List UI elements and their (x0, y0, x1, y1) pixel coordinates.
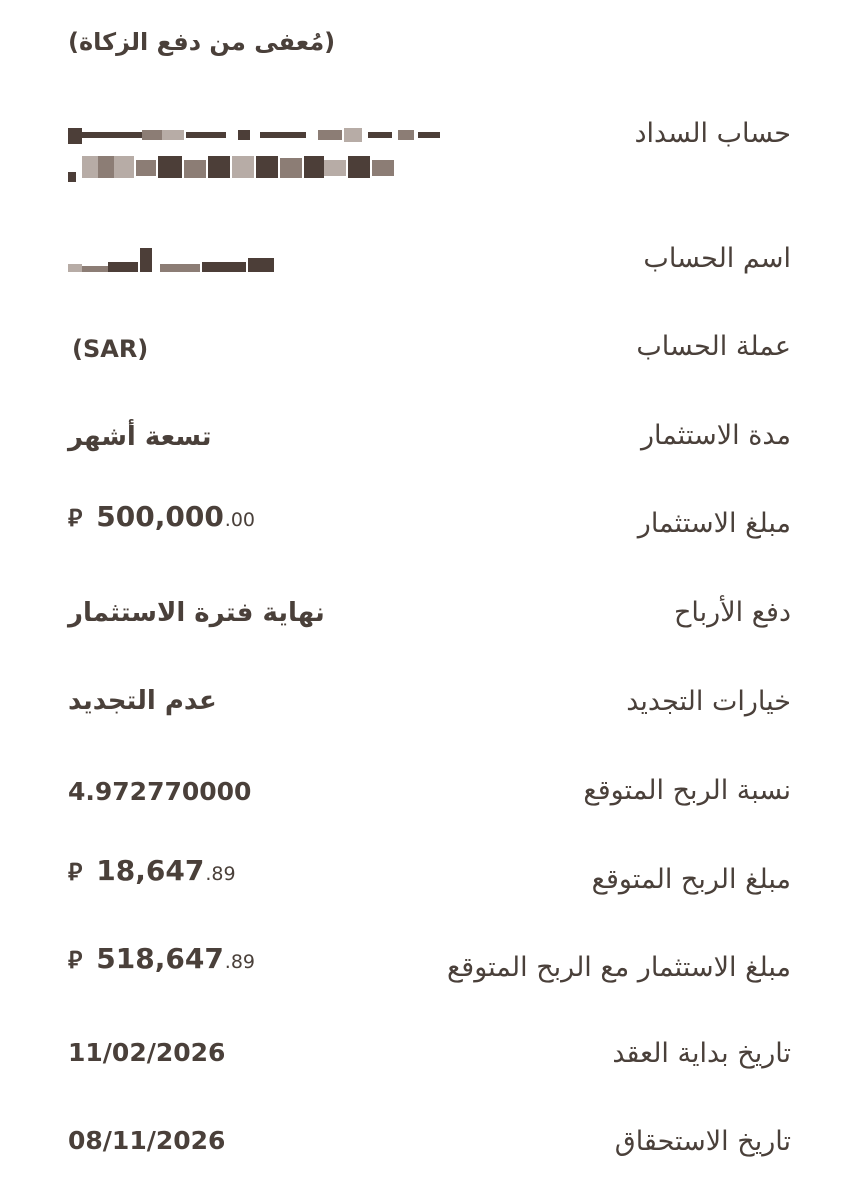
label-renewal-options: خيارات التجديد (626, 686, 791, 717)
label-maturity-date: تاريخ الاستحقاق (614, 1126, 791, 1157)
label-account-currency: عملة الحساب (636, 331, 791, 362)
label-expected-profit-amount: مبلغ الربح المتوقع (591, 864, 791, 895)
riyal-icon: ⃁ (68, 504, 83, 532)
value-contract-start-date: 11/02/2026 (68, 1038, 226, 1067)
label-total-with-profit: مبلغ الاستثمار مع الربح المتوقع (446, 952, 791, 983)
label-account-name: اسم الحساب (643, 243, 791, 274)
value-account-currency: (SAR) (72, 335, 149, 363)
label-contract-start-date: تاريخ بداية العقد (612, 1038, 791, 1069)
expected-profit-integer: 18,647 (96, 854, 205, 887)
value-expected-profit-amount (68, 854, 236, 887)
riyal-icon: ⃁ (68, 946, 83, 974)
account-name-redacted (68, 244, 278, 276)
value-total-with-profit (68, 942, 255, 975)
value-investment-duration: تسعة أشهر (68, 422, 212, 452)
payment-account-redacted (68, 124, 443, 190)
label-payment-account: حساب السداد (634, 118, 791, 149)
value-expected-profit-rate: 4.972770000 (68, 777, 252, 806)
label-expected-profit-rate: نسبة الربح المتوقع (583, 775, 791, 806)
riyal-icon: ⃁ (68, 858, 83, 886)
label-profit-payout: دفع الأرباح (674, 597, 791, 628)
value-maturity-date: 08/11/2026 (68, 1126, 226, 1155)
total-with-profit-integer: 518,647 (96, 942, 224, 975)
total-with-profit-decimal: .89 (224, 951, 256, 973)
zakat-exempt-note: (مُعفى من دفع الزكاة) (68, 28, 336, 56)
label-investment-duration: مدة الاستثمار (640, 420, 791, 451)
investment-amount-decimal: .00 (224, 509, 256, 531)
label-investment-amount: مبلغ الاستثمار (637, 508, 791, 539)
investment-amount-integer: 500,000 (96, 500, 224, 533)
value-profit-payout: نهاية فترة الاستثمار (68, 598, 325, 628)
expected-profit-decimal: .89 (205, 863, 236, 885)
value-renewal-options: عدم التجديد (68, 686, 217, 716)
value-investment-amount (68, 500, 255, 533)
